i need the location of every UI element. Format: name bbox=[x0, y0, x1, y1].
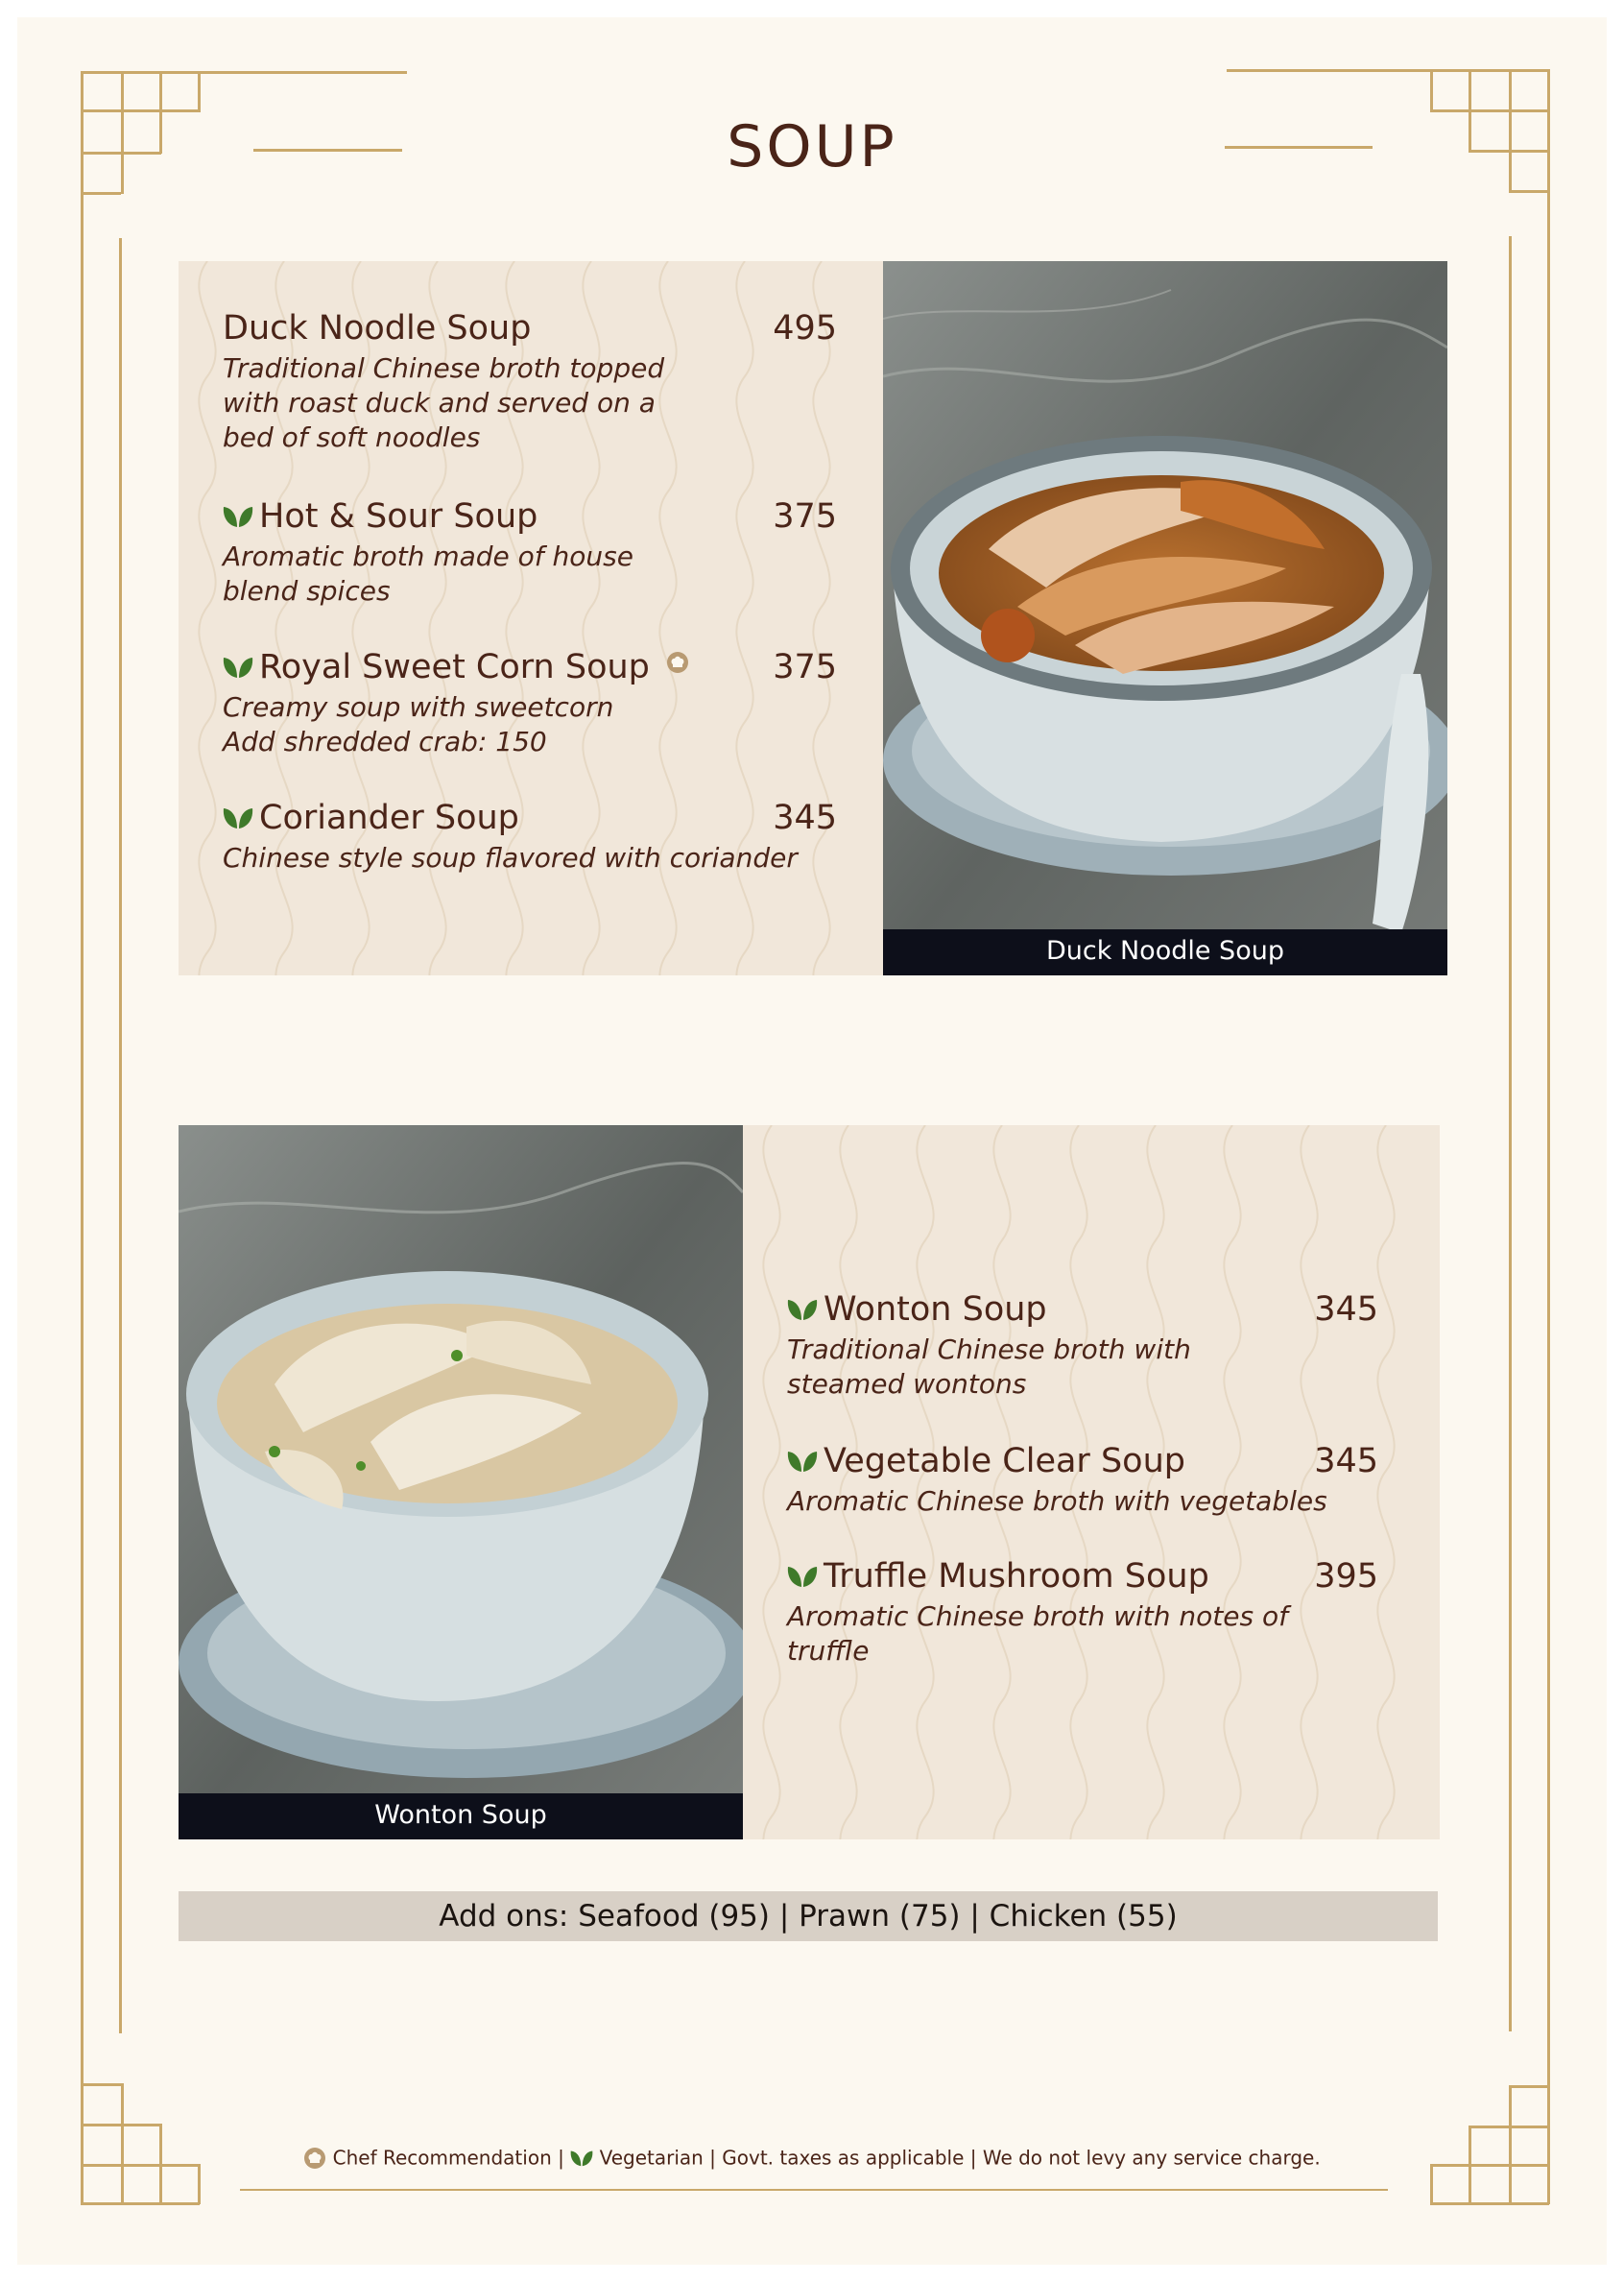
wonton-soup-photo bbox=[179, 1125, 743, 1839]
footer-chef-label: Chef Recommendation | bbox=[332, 2146, 564, 2170]
page-title: SOUP bbox=[727, 113, 897, 180]
chef-hat-icon bbox=[303, 2147, 326, 2170]
item-description: Aromatic broth made of house blend spices bbox=[223, 540, 633, 607]
footer-legend bbox=[0, 2145, 1624, 2170]
menu-item-vegetable-clear-soup bbox=[787, 1442, 1378, 1528]
item-description: Chinese style soup flavored with coriander bbox=[223, 842, 798, 874]
chef-hat-icon bbox=[666, 651, 689, 674]
leaf-icon bbox=[223, 504, 253, 529]
wonton-soup-image bbox=[179, 1125, 743, 1839]
leaf-icon bbox=[570, 2149, 593, 2168]
item-name: Vegetable Clear Soup bbox=[824, 1442, 1185, 1480]
item-price: 395 bbox=[1314, 1557, 1378, 1596]
item-name: Wonton Soup bbox=[824, 1290, 1047, 1329]
item-price: 375 bbox=[773, 497, 837, 536]
item-name: Hot & Sour Soup bbox=[259, 497, 538, 536]
addons-bar: Add ons: Seafood (95) | Prawn (75) | Chicken (55) bbox=[179, 1891, 1438, 1941]
item-name: Royal Sweet Corn Soup bbox=[259, 648, 650, 686]
leaf-icon bbox=[787, 1564, 818, 1589]
item-name: Coriander Soup bbox=[259, 799, 519, 837]
photo-caption: Duck Noodle Soup bbox=[883, 929, 1447, 975]
menu-item-royal-sweet-corn-soup bbox=[223, 648, 837, 763]
item-description: Traditional Chinese broth topped with roast duck and served on a bed of soft noodles bbox=[223, 352, 665, 453]
menu-item-duck-noodle-soup bbox=[223, 309, 837, 453]
leaf-icon bbox=[787, 1297, 818, 1322]
menu-item-truffle-mushroom-soup bbox=[787, 1557, 1378, 1667]
item-description: Creamy soup with sweetcorn Add shredded crab: 150 bbox=[223, 691, 614, 757]
menu-item-hot-sour-soup bbox=[223, 497, 837, 613]
footer-veg-label: Vegetarian | Govt. taxes as applicable | We do not levy any service charge. bbox=[599, 2146, 1321, 2170]
leaf-icon bbox=[787, 1449, 818, 1474]
item-name: Duck Noodle Soup bbox=[223, 309, 532, 348]
leaf-icon bbox=[223, 805, 253, 830]
duck-soup-image bbox=[883, 261, 1447, 975]
photo-caption: Wonton Soup bbox=[179, 1793, 743, 1839]
item-price: 345 bbox=[1314, 1290, 1378, 1329]
item-description: Aromatic Chinese broth with vegetables bbox=[787, 1485, 1327, 1517]
leaf-icon bbox=[223, 655, 253, 680]
item-price: 345 bbox=[1314, 1442, 1378, 1480]
item-price: 345 bbox=[773, 799, 837, 837]
menu-item-wonton-soup bbox=[787, 1290, 1378, 1405]
item-description: Traditional Chinese broth with steamed wontons bbox=[787, 1333, 1191, 1400]
menu-panel-bottom bbox=[743, 1125, 1440, 1839]
item-name: Truffle Mushroom Soup bbox=[824, 1557, 1209, 1596]
menu-item-coriander-soup bbox=[223, 799, 837, 885]
duck-noodle-soup-photo bbox=[883, 261, 1447, 975]
menu-panel-top bbox=[179, 261, 883, 975]
item-price: 375 bbox=[773, 648, 837, 686]
item-description: Aromatic Chinese broth with notes of truffle bbox=[787, 1600, 1288, 1667]
item-price: 495 bbox=[773, 309, 837, 348]
